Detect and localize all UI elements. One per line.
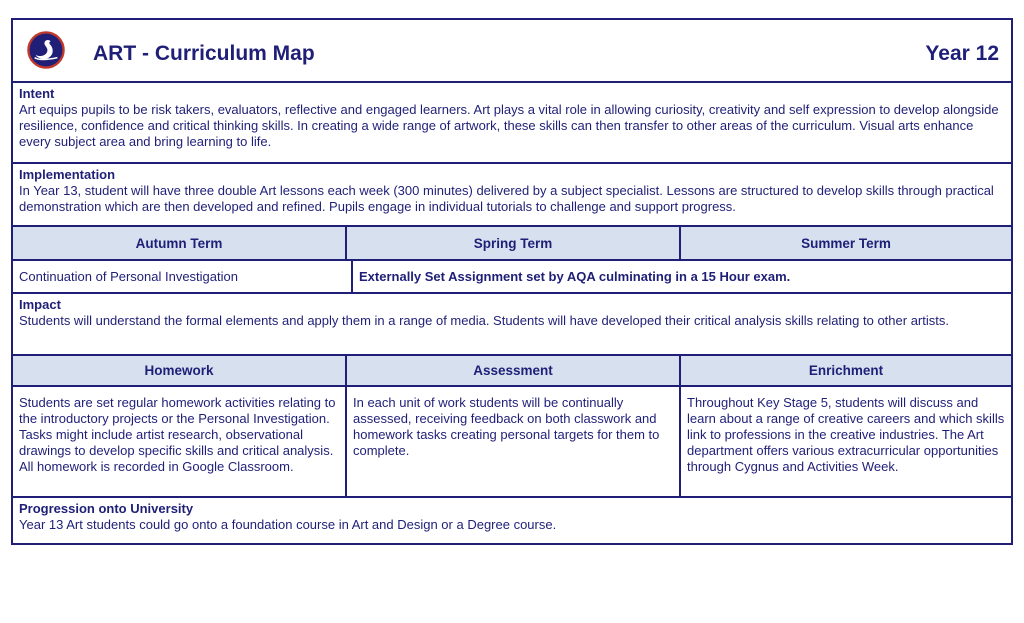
implementation-section — [11, 162, 1013, 227]
assessment-content — [345, 385, 681, 498]
header-box — [11, 18, 1013, 83]
progression-section — [11, 496, 1013, 545]
external-assignment-text: Externally Set Assignment set by AQA culminating in a 15 Hour exam. — [359, 268, 791, 284]
assessment-header: Assessment — [345, 354, 681, 387]
homework-content — [11, 385, 347, 498]
enrichment-text: Throughout Key Stage 5, students will discuss and learn about a range of creative careers and which skills link to professions in the creative industries. The Art department offers various extracurricular opportunities through Cygnus and Activities Week. — [687, 395, 1005, 474]
summer-term-header: Summer Term — [679, 225, 1013, 261]
enrichment-header: Enrichment — [679, 354, 1013, 387]
homework-text: Students are set regular homework activities relating to the introductory projects or the Personal Investigation. Tasks might include artist research, observational drawings to develop specific skills and critical analysis. — [19, 395, 336, 458]
autumn-term-content — [11, 259, 353, 294]
autumn-term-header: Autumn Term — [11, 225, 347, 261]
intent-text: Art equips pupils to be risk takers, evaluators, reflective and engaged learners. Art plays a vital role in allowing curiosity, creativity and self expression to develop alongside resilience, confidence and critical thinking skills. In creating a wide range of artwork, these skills can then transfer to other areas of the curriculum. Visual arts enhance every subject area and bring learning to life. — [19, 102, 999, 149]
assessment-text: In each unit of work students will be continually assessed, receiving feedback on both classwork and homework tasks creating personal targets for them to complete. — [353, 395, 660, 458]
spring-term-header: Spring Term — [345, 225, 681, 261]
progression-text: Year 13 Art students could go onto a foundation course in Art and Design or a Degree course. — [19, 517, 557, 532]
progression-label: Progression onto University — [19, 501, 194, 516]
autumn-term-text: Continuation of Personal Investigation — [19, 268, 238, 284]
intent-label: Intent — [19, 86, 55, 101]
page-title: ART - Curriculum Map — [93, 42, 315, 65]
spring-summer-term-content — [351, 259, 1013, 294]
intent-section — [11, 81, 1013, 164]
year-label: Year 12 — [925, 42, 999, 65]
homework-note: All homework is recorded in Google Classroom. — [19, 459, 294, 474]
implementation-text: In Year 13, student will have three double Art lessons each week (300 minutes) delivered by a subject specialist. Lessons are structured to develop skills through practical demonstration which are then developed and refined. Pupils engage in individual tutorials to challenge and support progress. — [19, 183, 994, 214]
implementation-label: Implementation — [19, 167, 116, 182]
homework-header: Homework — [11, 354, 347, 387]
school-swan-logo-icon — [27, 31, 65, 69]
impact-label: Impact — [19, 297, 61, 312]
curriculum-map — [11, 18, 1013, 545]
impact-section — [11, 292, 1013, 356]
enrichment-content — [679, 385, 1013, 498]
impact-text: Students will understand the formal elements and apply them in a range of media. Students will have developed their critical analysis skills relating to other artists. — [19, 313, 949, 328]
